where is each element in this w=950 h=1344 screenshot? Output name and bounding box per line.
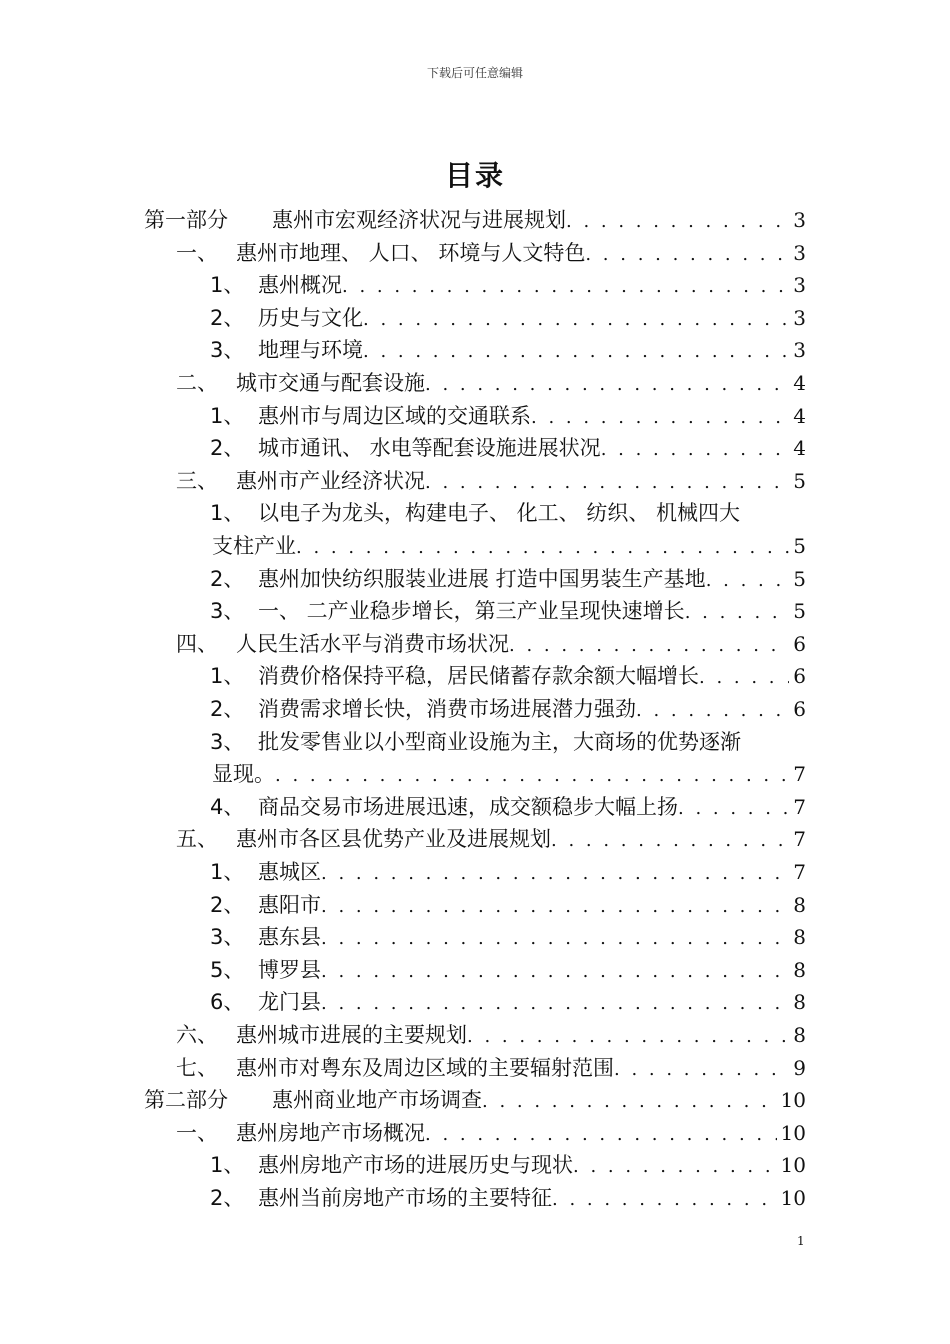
toc-entry-title: 城市交通与配套设施 — [236, 371, 425, 395]
toc-entry-title: 地理与环境 — [258, 338, 363, 363]
toc-entry-number: 1、 — [210, 501, 245, 526]
toc-dot-leader — [467, 1021, 789, 1053]
toc-entry-title: 龙门县 — [258, 990, 321, 1015]
toc-dot-leader — [678, 793, 789, 825]
toc-entry[interactable] — [210, 856, 806, 888]
toc-entry-page: 10 — [780, 1120, 806, 1145]
toc-entry-page: 10 — [780, 1186, 806, 1210]
toc-entry[interactable] — [176, 1052, 806, 1084]
toc-entry-page: 5 — [793, 566, 806, 591]
toc-entry-number: 五、 — [176, 827, 218, 852]
toc-dot-leader — [552, 1184, 777, 1216]
toc-entry-title: 惠州市与周边区域的交通联系 — [258, 403, 531, 428]
toc-entry-title: 一、 二产业稳步增长，第三产业呈现快速增长 — [258, 599, 685, 624]
toc-entry-page: 4 — [793, 371, 806, 395]
toc-entry-number: 6、 — [210, 990, 245, 1015]
toc-dot-leader — [685, 597, 790, 629]
toc-entry-number: 四、 — [176, 631, 218, 656]
toc-dot-leader — [296, 532, 789, 564]
toc-dot-leader — [585, 239, 789, 271]
toc-entry-title: 博罗县 — [258, 957, 321, 982]
toc-entry-page: 5 — [793, 468, 806, 493]
toc-entry[interactable] — [210, 269, 806, 301]
toc-dot-leader — [321, 956, 789, 988]
toc-entry-title: 消费价格保持平稳，居民储蓄存款余额大幅增长 — [258, 664, 699, 689]
toc-entry-number: 1、 — [210, 664, 245, 689]
toc-entry-page: 7 — [793, 762, 806, 787]
toc-entry[interactable] — [210, 302, 806, 334]
toc-dot-leader — [321, 988, 789, 1020]
toc-entry-page: 10 — [780, 1088, 806, 1113]
page-header: 下载后可任意编辑 — [426, 66, 523, 80]
toc-entry-page: 3 — [793, 338, 806, 363]
toc-entry[interactable] — [176, 1117, 806, 1149]
toc-entry-page: 6 — [793, 697, 806, 721]
toc-entry-title: 惠州房地产市场概况 — [236, 1120, 425, 1145]
toc-entry-title: 以电子为龙头，构建电子、 化工、 纺织、 机械四大 — [258, 501, 741, 526]
toc-entry-title: 城市通讯、 水电等配套设施进展状况 — [258, 436, 601, 461]
toc-entry-title: 惠州市宏观经济状况与进展规划 — [272, 208, 566, 232]
toc-entry-page: 3 — [793, 273, 806, 298]
toc-entry[interactable] — [210, 334, 806, 366]
toc-entry[interactable] — [176, 237, 806, 269]
toc-entry[interactable] — [144, 1084, 806, 1116]
toc-entry[interactable] — [210, 921, 806, 953]
toc-entry-number: 一、 — [176, 240, 218, 265]
toc-entry-title: 惠州城市进展的主要规划 — [236, 1023, 467, 1047]
toc-entry-continuation[interactable] — [212, 758, 806, 790]
toc-entry[interactable] — [210, 563, 806, 595]
toc-entry-number: 3、 — [210, 729, 245, 754]
toc-dot-leader — [321, 858, 789, 890]
toc-entry-title: 消费需求增长快，消费市场进展潜力强劲 — [258, 697, 636, 721]
toc-entry-number: 1、 — [210, 403, 245, 428]
toc-entry-number: 2、 — [210, 697, 245, 721]
toc-entry-number: 一、 — [176, 1120, 218, 1145]
toc-entry-title: 惠州当前房地产市场的主要特征 — [258, 1186, 552, 1210]
toc-entry-number: 4、 — [210, 794, 245, 819]
toc-entry[interactable] — [210, 1182, 806, 1214]
toc-entry-number: 2、 — [210, 892, 245, 917]
toc-entry[interactable] — [210, 954, 806, 986]
toc-dot-leader — [551, 825, 789, 857]
toc-entry[interactable] — [210, 497, 806, 529]
toc-entry-number: 3、 — [210, 338, 245, 363]
toc-entry-page: 4 — [793, 403, 806, 428]
toc-entry-page: 6 — [793, 664, 806, 689]
toc-entry-title: 惠州概况 — [258, 273, 342, 298]
toc-dot-leader — [614, 1054, 789, 1086]
toc-entry-page: 5 — [793, 534, 806, 558]
toc-dot-leader — [342, 271, 789, 303]
toc-entry-page: 8 — [793, 1023, 806, 1047]
toc-entry-title: 商品交易市场进展迅速，成交额稳步大幅上扬 — [258, 794, 678, 819]
toc-entry-page: 4 — [793, 436, 806, 461]
toc-entry-page: 6 — [793, 631, 806, 656]
toc-entry-number: 三、 — [176, 468, 218, 493]
toc-entry-page: 8 — [793, 957, 806, 982]
toc-entry-number: 3、 — [210, 925, 245, 950]
toc-entry[interactable] — [210, 400, 806, 432]
toc-dot-leader — [321, 891, 789, 923]
toc-dot-leader — [699, 662, 789, 694]
toc-entry-title-continued: 显现。 — [212, 762, 275, 787]
toc-entry-number: 二、 — [176, 371, 218, 395]
toc-dot-leader — [636, 695, 789, 727]
toc-dot-leader — [425, 1119, 777, 1151]
toc-entry-page: 7 — [793, 827, 806, 852]
toc-entry-page: 3 — [793, 305, 806, 330]
toc-entry-title: 惠州市对粤东及周边区域的主要辐射范围 — [236, 1055, 614, 1080]
toc-entry-title: 惠阳市 — [258, 892, 321, 917]
toc-entry-title: 惠州商业地产市场调查 — [272, 1088, 482, 1113]
toc-entry[interactable] — [176, 465, 806, 497]
toc-dot-leader — [425, 467, 789, 499]
toc-entry[interactable] — [210, 889, 806, 921]
toc-entry-number: 七、 — [176, 1055, 218, 1080]
toc-entry-title: 惠州房地产市场的进展历史与现状 — [258, 1153, 573, 1178]
toc-entry-number: 1、 — [210, 1153, 245, 1178]
toc-entry-number: 第一部分 — [144, 208, 228, 232]
toc-entry-page: 7 — [793, 794, 806, 819]
toc-entry-page: 8 — [793, 990, 806, 1015]
toc-entry-title: 惠州市地理、 人口、 环境与人文特色 — [236, 240, 586, 265]
toc-entry-title: 批发零售业以小型商业设施为主，大商场的优势逐渐 — [258, 729, 741, 754]
toc-dot-leader — [531, 402, 789, 434]
toc-entry-number: 3、 — [210, 599, 245, 624]
toc-entry[interactable] — [210, 791, 806, 823]
toc-entry-number: 1、 — [210, 860, 245, 884]
toc-dot-leader — [425, 369, 789, 401]
toc-entry[interactable] — [144, 204, 806, 236]
toc-dot-leader — [482, 1086, 777, 1118]
toc-entry-page: 7 — [793, 860, 806, 884]
toc-entry-title: 惠州加快纺织服装业进展 打造中国男装生产基地 — [258, 566, 706, 591]
toc-entry[interactable] — [210, 1149, 806, 1181]
toc-entry[interactable] — [176, 1019, 806, 1051]
toc-entry-title: 惠州市产业经济状况 — [236, 468, 425, 493]
toc-entry[interactable] — [210, 986, 806, 1018]
toc-entry[interactable] — [176, 367, 806, 399]
toc-entry-number: 六、 — [176, 1023, 218, 1047]
toc-entry-title: 惠州市各区县优势产业及进展规划 — [236, 827, 551, 852]
toc-entry[interactable] — [210, 693, 806, 725]
toc-entry-page: 8 — [793, 892, 806, 917]
toc-entry-number: 第二部分 — [144, 1088, 228, 1113]
toc-entry-page: 3 — [793, 240, 806, 265]
toc-entry-title-continued: 支柱产业 — [212, 534, 296, 558]
toc-entry[interactable] — [210, 726, 806, 758]
toc-entry[interactable] — [176, 823, 806, 855]
toc-entry-page: 8 — [793, 925, 806, 950]
toc-entry-title: 人民生活水平与消费市场状况 — [236, 631, 509, 656]
toc-entry-continuation[interactable] — [212, 530, 806, 562]
toc-entry[interactable] — [210, 432, 806, 464]
toc-dot-leader — [566, 206, 789, 238]
toc-dot-leader — [363, 304, 789, 336]
toc-entry-page: 3 — [793, 208, 806, 232]
toc-dot-leader — [363, 336, 789, 368]
toc-dot-leader — [706, 565, 790, 597]
toc-dot-leader — [601, 434, 790, 466]
toc-entry-page: 10 — [780, 1153, 806, 1178]
toc-entry-title: 惠城区 — [258, 860, 321, 884]
toc-entry-number: 5、 — [210, 957, 245, 982]
toc-dot-leader — [573, 1151, 777, 1183]
toc-dot-leader — [275, 760, 789, 792]
toc-entry[interactable] — [176, 628, 806, 660]
toc-entry-number: 1、 — [210, 273, 245, 298]
toc-entry-number: 2、 — [210, 1186, 245, 1210]
toc-entry-title: 惠东县 — [258, 925, 321, 950]
toc-entry-title: 历史与文化 — [258, 305, 363, 330]
toc-entry-number: 2、 — [210, 436, 245, 461]
toc-dot-leader — [509, 630, 789, 662]
toc-entry[interactable] — [210, 595, 806, 627]
toc-entry-page: 9 — [793, 1055, 806, 1080]
toc-entry-page: 5 — [793, 599, 806, 624]
toc-entry[interactable] — [210, 660, 806, 692]
toc-entry-number: 2、 — [210, 566, 245, 591]
toc-title: 目录 — [444, 159, 505, 192]
toc-dot-leader — [321, 923, 789, 955]
page-number: 1 — [797, 1234, 805, 1248]
toc-entry-number: 2、 — [210, 305, 245, 330]
